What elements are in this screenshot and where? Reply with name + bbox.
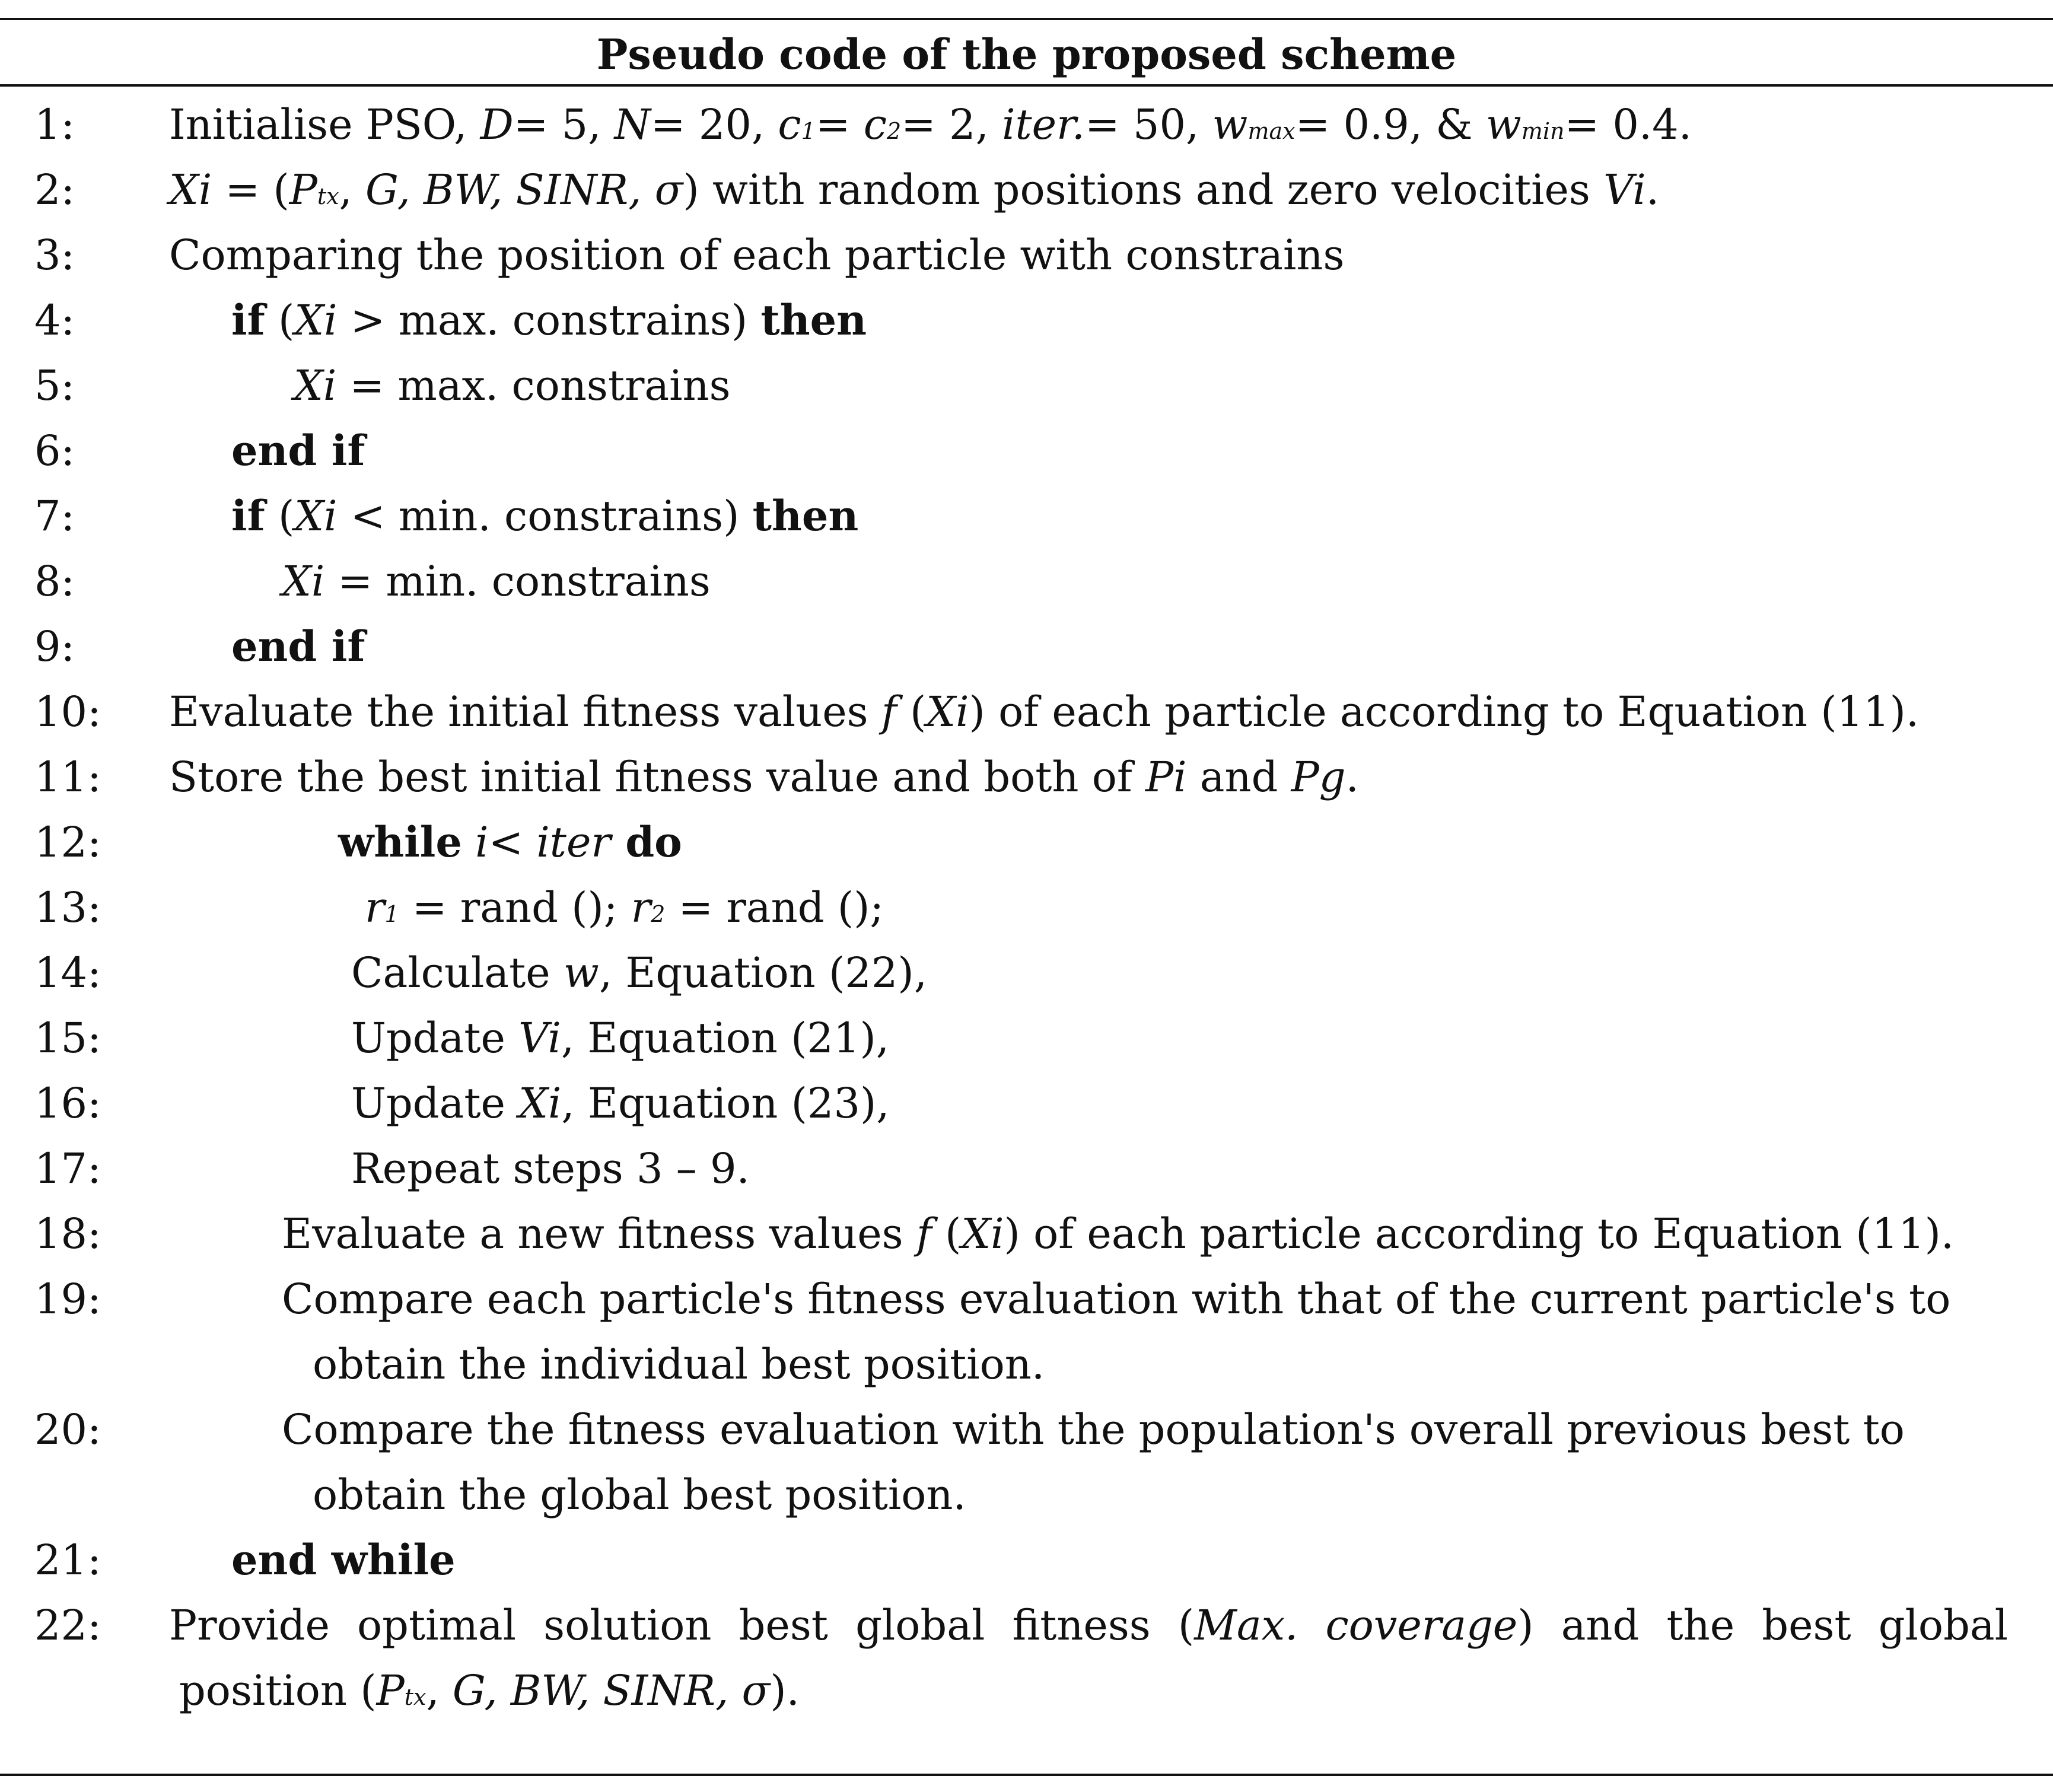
line-number: 8:: [34, 557, 75, 606]
code-line-11: [0, 744, 2053, 810]
line-text: obtain the individual best position.: [313, 1340, 1045, 1389]
line-text: Store the best initial fitness value and both of Pi and Pg.: [169, 753, 1359, 801]
line-number: 11:: [34, 753, 101, 801]
line-number: 7:: [34, 492, 75, 540]
line-number: 17:: [34, 1144, 101, 1193]
line-number: 10:: [34, 687, 101, 736]
code-line-9: [0, 614, 2053, 679]
line-number: 12:: [34, 818, 101, 867]
code-line-17: [0, 1136, 2053, 1201]
code-line-15: [0, 1005, 2053, 1071]
line-number: 18:: [34, 1209, 101, 1258]
code-line-22: [0, 1593, 2053, 1658]
line-number: 19:: [34, 1275, 101, 1323]
line-number: 22:: [34, 1601, 101, 1650]
top-rule: [0, 18, 2053, 20]
code-line-19-continuation: [0, 1332, 2053, 1397]
line-text: Update Vi, Equation (21),: [351, 1014, 890, 1062]
line-text: end while: [231, 1535, 456, 1584]
code-line-4: [0, 288, 2053, 353]
code-line-16: [0, 1071, 2053, 1136]
line-number: 2:: [34, 165, 75, 214]
code-line-20: [0, 1397, 2053, 1462]
code-line-12: [0, 810, 2053, 875]
line-text: Xi = min. constrains: [282, 557, 711, 606]
line-text: obtain the global best position.: [313, 1470, 966, 1519]
line-text: while i< iter do: [338, 817, 682, 867]
table-title: Pseudo code of the proposed scheme: [596, 30, 1457, 79]
code-line-19: [0, 1266, 2053, 1332]
code-line-3: [0, 222, 2053, 288]
line-number: 3:: [34, 231, 75, 279]
line-text: Xi = max. constrains: [294, 361, 731, 410]
line-number: 13:: [34, 883, 101, 932]
line-text: Compare the fitness evaluation with the population's overall previous best to: [282, 1405, 1905, 1454]
line-text: Xi = (Ptx, G, BW, SINR, σ) with random positions and zero velocities Vi.: [169, 165, 1660, 214]
line-text: Compare each particle's fitness evaluation with that of the current particle's to: [282, 1275, 1951, 1323]
code-line-18: [0, 1201, 2053, 1266]
line-text: Initialise PSO, D= 5, N= 20, c1= c2= 2, iter.= 50, wmax= 0.9, & wmin= 0.4.: [169, 100, 1692, 149]
line-text: end if: [231, 426, 365, 475]
code-line-13: [0, 875, 2053, 940]
line-number: 6:: [34, 426, 75, 475]
line-text: Evaluate a new fitness values f (Xi) of each particle according to Equation (11).: [282, 1209, 1955, 1258]
line-text: Calculate w, Equation (22),: [351, 948, 927, 997]
code-line-10: [0, 679, 2053, 744]
code-line-6: [0, 418, 2053, 483]
code-line-8: [0, 549, 2053, 614]
bottom-rule: [0, 1774, 2053, 1776]
line-number: 16:: [34, 1079, 101, 1128]
code-line-5: [0, 353, 2053, 418]
code-line-2: [0, 157, 2053, 222]
line-text: if (Xi < min. constrains) then: [231, 491, 859, 540]
line-number: 9:: [34, 622, 75, 671]
line-text: end if: [231, 622, 365, 671]
line-text: position (Ptx, G, BW, SINR, σ).: [179, 1666, 800, 1715]
code-line-14: [0, 940, 2053, 1005]
code-line-21: [0, 1527, 2053, 1593]
line-number: 1:: [34, 100, 75, 149]
line-text: Repeat steps 3 – 9.: [351, 1144, 750, 1193]
line-number: 5:: [34, 361, 75, 410]
line-text: r1 = rand (); r2 = rand ();: [365, 883, 884, 932]
code-line-7: [0, 483, 2053, 549]
code-line-22-continuation: [0, 1658, 2053, 1723]
line-text: if (Xi > max. constrains) then: [231, 295, 867, 345]
line-number: 20:: [34, 1405, 101, 1454]
line-text: Evaluate the initial fitness values f (Xi) of each particle according to Equation (11).: [169, 687, 1920, 736]
code-line-20-continuation: [0, 1462, 2053, 1527]
line-text: Update Xi, Equation (23),: [351, 1079, 890, 1128]
line-text: Comparing the position of each particle with constrains: [169, 231, 1345, 279]
line-number: 21:: [34, 1536, 101, 1584]
line-number: 14:: [34, 948, 101, 997]
line-number: 4:: [34, 296, 75, 345]
line-number: 15:: [34, 1014, 101, 1062]
code-line-1: [0, 92, 2053, 157]
line-text: Provide optimal solution best global fitness (Max. coverage) and the best global: [169, 1601, 2009, 1650]
header-rule: [0, 84, 2053, 87]
